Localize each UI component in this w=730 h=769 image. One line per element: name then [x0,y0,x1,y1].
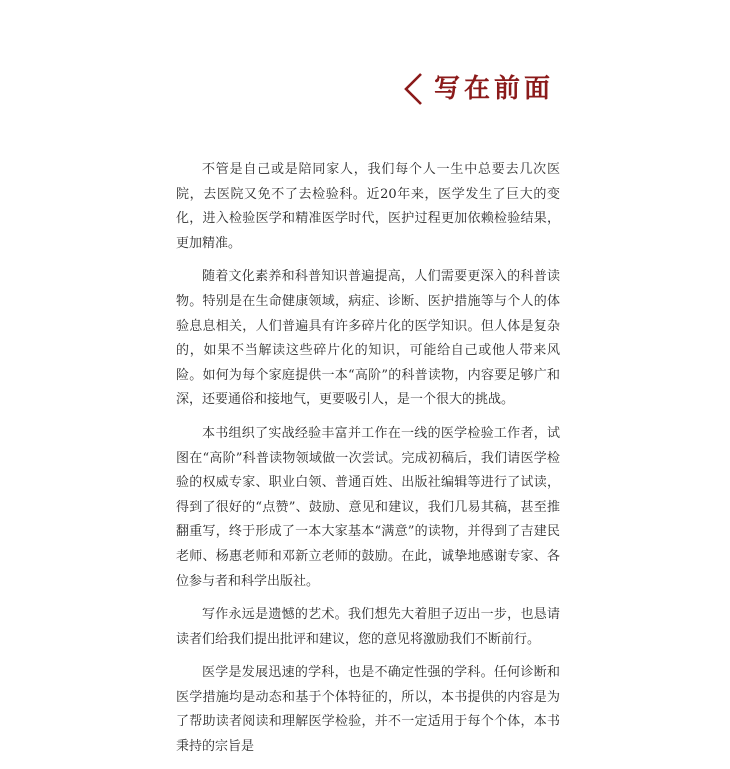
paragraph: 随着文化素养和科普知识普遍提高，人们需要更深入的科普读物。特别是在生命健康领域，病症、诊断、医护措施等与个人的体验息息相关，人们普遍具有许多碎片化的医学知识。但人体是复杂的，如果不当解读这些碎片化的知识，可能给自己或他人带来风险。如何为每个家庭提供一本“高阶”的科普读物，内容要足够广和深，还要通俗和接地气，更要吸引人，是一个很大的挑战。 [176,269,560,408]
section-heading [402,71,554,107]
paragraph: 写作永远是遗憾的艺术。我们想先大着胆子迈出一步，也恳请读者们给我们提出批评和建议，您的意见将激励我们不断前行。 [176,607,560,647]
paragraph: 医学是发展迅速的学科，也是不确定性强的学科。任何诊断和医学措施均是动态和基于个体特征的，所以，本书提供的内容是为了帮助读者阅读和理解医学检验，并不一定适用于每个个体，本书秉持的宗旨是 [176,665,560,755]
chevron-left-icon [402,72,424,106]
paragraph: 本书组织了实战经验丰富并工作在一线的医学检验工作者，试图在“高阶”科普读物领域做一次尝试。完成初稿后，我们请医学检验的权威专家、职业白领、普通百姓、出版社编辑等进行了试读，得到了很好的“点赞”、鼓励、意见和建议，我们几易其稿，甚至推翻重写，终于形成了一本大家基本“满意”的读物，并得到了吉建民老师、杨惠老师和邓新立老师的鼓励。在此，诚挚地感谢专家、各位参与者和科学出版社。 [176,425,560,589]
section-title: 写在前面 [434,74,555,104]
paragraph: 不管是自己或是陪同家人，我们每个人一生中总要去几次医院，去医院又免不了去检验科。近20年来，医学发生了巨大的变化，进入检验医学和精准医学时代，医护过程更加依赖检验结果，更加精准。 [176,162,560,251]
preface-body [176,158,560,769]
